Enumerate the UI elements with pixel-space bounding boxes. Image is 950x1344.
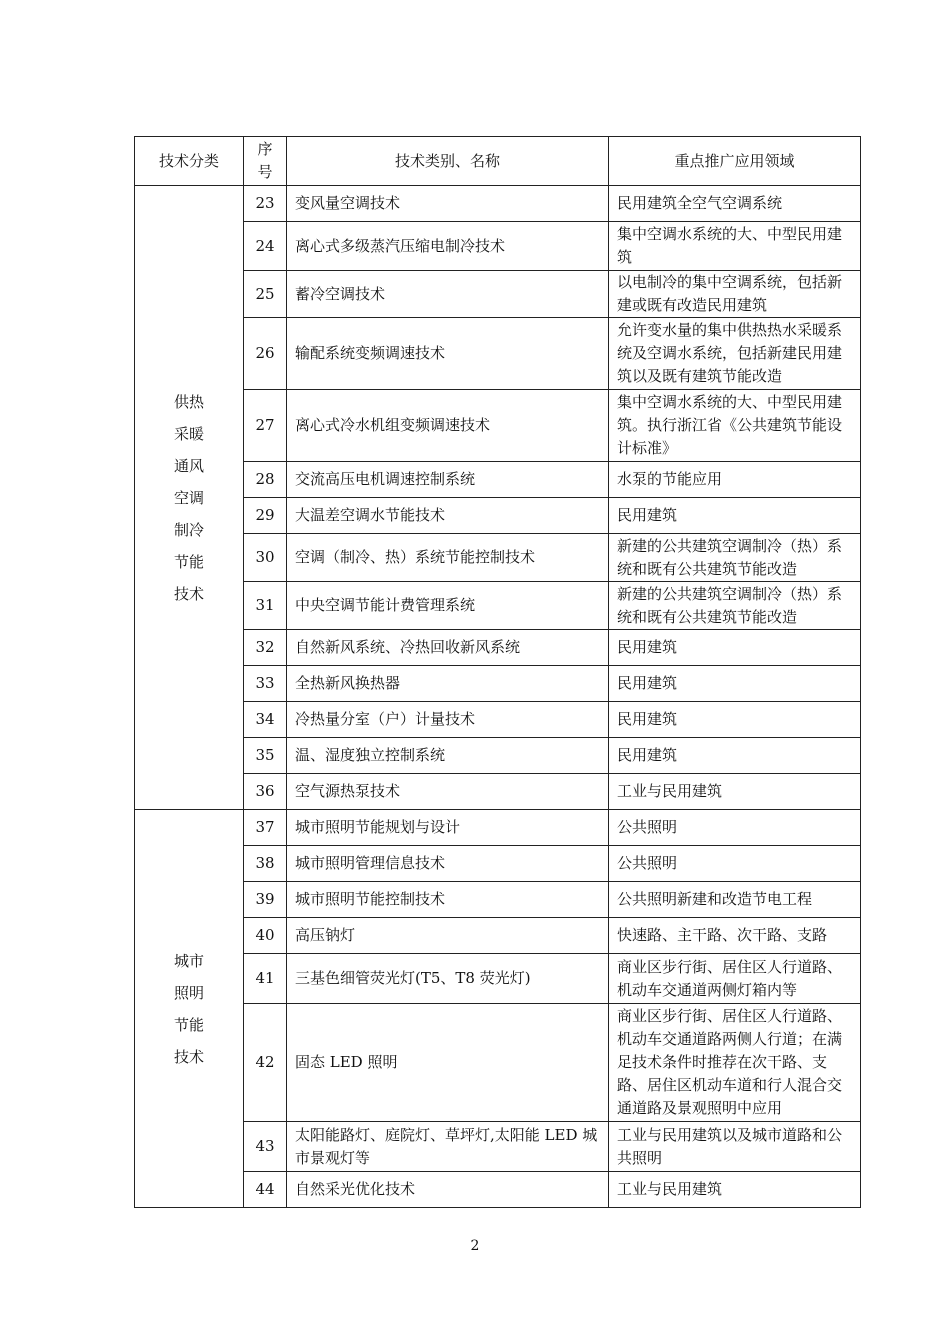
tech-name-cell: 变风量空调技术 <box>287 186 609 222</box>
seq-cell: 30 <box>244 534 287 582</box>
seq-cell: 25 <box>244 271 287 318</box>
seq-cell: 24 <box>244 222 287 271</box>
category-line: 空调 <box>173 488 204 507</box>
tech-name-cell: 输配系统变频调速技术 <box>287 318 609 390</box>
application-area-cell: 以电制冷的集中空调系统，包括新建或既有改造民用建筑 <box>609 271 861 318</box>
seq-cell: 33 <box>244 666 287 702</box>
table-row <box>135 630 861 666</box>
application-area-cell: 工业与民用建筑 <box>609 1172 861 1208</box>
table-row <box>135 702 861 738</box>
table-row <box>135 222 861 271</box>
tech-name-cell: 离心式冷水机组变频调速技术 <box>287 390 609 462</box>
application-area-cell: 民用建筑 <box>609 738 861 774</box>
category-line: 照明 <box>173 983 204 1002</box>
table-row <box>135 498 861 534</box>
table-row <box>135 738 861 774</box>
table-row <box>135 666 861 702</box>
table-row <box>135 1172 861 1208</box>
seq-cell: 31 <box>244 582 287 630</box>
application-area-cell: 允许变水量的集中供热热水采暖系统及空调水系统，包括新建民用建筑以及既有建筑节能改造 <box>609 318 861 390</box>
header-category: 技术分类 <box>135 137 244 186</box>
category-line: 技术 <box>173 584 204 603</box>
tech-name-cell: 自然采光优化技术 <box>287 1172 609 1208</box>
tech-name-cell: 空气源热泵技术 <box>287 774 609 810</box>
tech-name-cell: 中央空调节能计费管理系统 <box>287 582 609 630</box>
tech-name-cell: 冷热量分室（户）计量技术 <box>287 702 609 738</box>
seq-cell: 27 <box>244 390 287 462</box>
seq-cell: 36 <box>244 774 287 810</box>
application-area-cell: 民用建筑 <box>609 630 861 666</box>
application-area-cell: 公共照明 <box>609 810 861 846</box>
category-cell <box>135 810 244 1208</box>
seq-cell: 39 <box>244 882 287 918</box>
tech-name-cell: 城市照明节能控制技术 <box>287 882 609 918</box>
category-line: 节能 <box>173 552 204 571</box>
table-row <box>135 534 861 582</box>
application-area-cell: 公共照明新建和改造节电工程 <box>609 882 861 918</box>
table-row <box>135 582 861 630</box>
application-area-cell: 新建的公共建筑空调制冷（热）系统和既有公共建筑节能改造 <box>609 582 861 630</box>
application-area-cell: 工业与民用建筑以及城市道路和公共照明 <box>609 1122 861 1172</box>
tech-name-cell: 三基色细管荧光灯(T5、T8 荧光灯) <box>287 954 609 1004</box>
category-line: 采暖 <box>173 424 204 443</box>
tech-name-cell: 离心式多级蒸汽压缩电制冷技术 <box>287 222 609 271</box>
table-row <box>135 954 861 1004</box>
tech-name-cell: 高压钠灯 <box>287 918 609 954</box>
table-row <box>135 1004 861 1122</box>
table-body <box>135 186 861 1208</box>
tech-name-cell: 交流高压电机调速控制系统 <box>287 462 609 498</box>
table-row <box>135 846 861 882</box>
table-row <box>135 810 861 846</box>
application-area-cell: 商业区步行街、居住区人行道路、机动车交通道路两侧人行道；在满足技术条件时推荐在次干路、支路、居住区机动车道和行人混合交通道路及景观照明中应用 <box>609 1004 861 1122</box>
tech-name-cell: 全热新风换热器 <box>287 666 609 702</box>
table-row <box>135 918 861 954</box>
tech-name-cell: 空调（制冷、热）系统节能控制技术 <box>287 534 609 582</box>
tech-name-cell: 自然新风系统、冷热回收新风系统 <box>287 630 609 666</box>
category-line: 通风 <box>173 456 204 475</box>
tech-name-cell: 固态 LED 照明 <box>287 1004 609 1122</box>
category-line: 供热 <box>173 392 204 411</box>
category-line: 节能 <box>173 1015 204 1034</box>
header-name: 技术类别、名称 <box>287 137 609 186</box>
seq-cell: 38 <box>244 846 287 882</box>
tech-name-cell: 城市照明管理信息技术 <box>287 846 609 882</box>
header-seq-line1: 序 <box>257 140 273 158</box>
application-area-cell: 水泵的节能应用 <box>609 462 861 498</box>
category-cell <box>135 186 244 810</box>
application-area-cell: 民用建筑全空气空调系统 <box>609 186 861 222</box>
seq-cell: 29 <box>244 498 287 534</box>
tech-name-cell: 温、湿度独立控制系统 <box>287 738 609 774</box>
application-area-cell: 新建的公共建筑空调制冷（热）系统和既有公共建筑节能改造 <box>609 534 861 582</box>
seq-cell: 40 <box>244 918 287 954</box>
table-row <box>135 186 861 222</box>
tech-name-cell: 太阳能路灯、庭院灯、草坪灯,太阳能 LED 城市景观灯等 <box>287 1122 609 1172</box>
seq-cell: 32 <box>244 630 287 666</box>
page-number: 2 <box>470 1238 480 1254</box>
application-area-cell: 工业与民用建筑 <box>609 774 861 810</box>
application-area-cell: 集中空调水系统的大、中型民用建筑 <box>609 222 861 271</box>
table-row <box>135 462 861 498</box>
seq-cell: 44 <box>244 1172 287 1208</box>
category-line: 城市 <box>173 951 204 970</box>
header-area: 重点推广应用领域 <box>609 137 861 186</box>
tech-name-cell: 蓄冷空调技术 <box>287 271 609 318</box>
seq-cell: 28 <box>244 462 287 498</box>
header-seq <box>244 137 287 186</box>
application-area-cell: 集中空调水系统的大、中型民用建筑。执行浙江省《公共建筑节能设计标准》 <box>609 390 861 462</box>
seq-cell: 26 <box>244 318 287 390</box>
table-row <box>135 271 861 318</box>
table-row <box>135 774 861 810</box>
seq-cell: 43 <box>244 1122 287 1172</box>
energy-tech-table <box>134 136 861 1208</box>
seq-cell: 37 <box>244 810 287 846</box>
application-area-cell: 商业区步行街、居住区人行道路、机动车交通道两侧灯箱内等 <box>609 954 861 1004</box>
header-seq-line2: 号 <box>257 163 273 181</box>
application-area-cell: 公共照明 <box>609 846 861 882</box>
seq-cell: 35 <box>244 738 287 774</box>
tech-name-cell: 城市照明节能规划与设计 <box>287 810 609 846</box>
seq-cell: 23 <box>244 186 287 222</box>
seq-cell: 34 <box>244 702 287 738</box>
category-line: 制冷 <box>173 520 204 539</box>
seq-cell: 42 <box>244 1004 287 1122</box>
application-area-cell: 快速路、主干路、次干路、支路 <box>609 918 861 954</box>
table-row <box>135 318 861 390</box>
table-row <box>135 390 861 462</box>
seq-cell: 41 <box>244 954 287 1004</box>
tech-name-cell: 大温差空调水节能技术 <box>287 498 609 534</box>
table-row <box>135 882 861 918</box>
application-area-cell: 民用建筑 <box>609 498 861 534</box>
application-area-cell: 民用建筑 <box>609 666 861 702</box>
table-row <box>135 1122 861 1172</box>
application-area-cell: 民用建筑 <box>609 702 861 738</box>
category-line: 技术 <box>173 1047 204 1066</box>
table-header-row <box>135 137 861 186</box>
